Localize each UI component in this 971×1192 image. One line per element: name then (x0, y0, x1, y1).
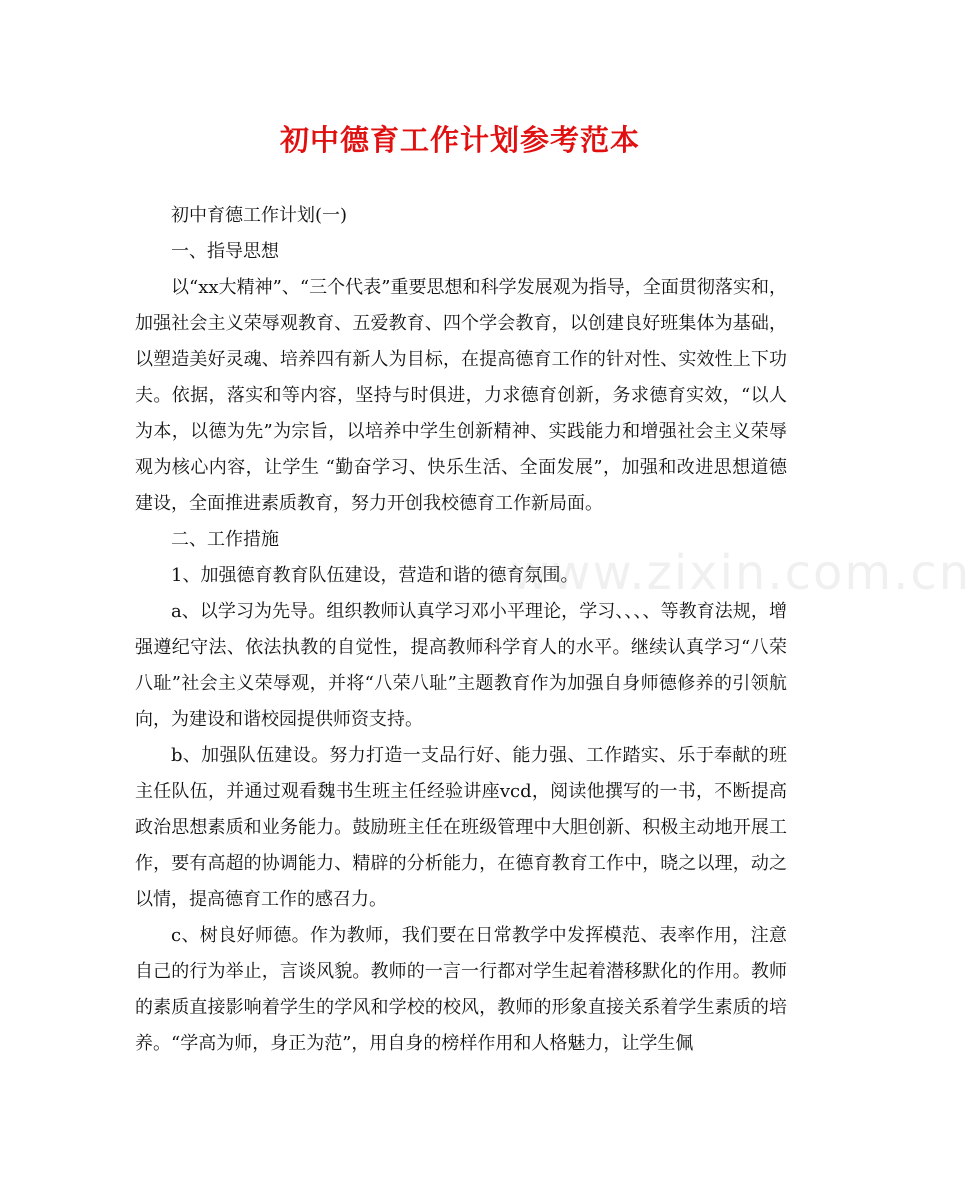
document-body (135, 198, 787, 1062)
document-title: 初中德育工作计划参考范本 (279, 123, 640, 157)
section-heading-guiding-ideology: 一、指导思想 (171, 241, 279, 262)
paragraph-measure-1: 1、加强德育教育队伍建设，营造和谐的德育氛围。 (171, 565, 579, 586)
paragraph-measure-b: b、加强队伍建设。努力打造一支品行好、能力强、工作踏实、乐于奉献的班主任队伍，并通过观看魏书生班主任经验讲座vcd，阅读他撰写的一书，不断提高政治思想素质和业务能力。鼓励班主任在班级管理中大胆创新、积极主动地开展工作，要有高超的协调能力、精辟的分析能力，在德育教育工作中，晓之以理，动之以情，提高德育工作的感召力。 (135, 745, 787, 910)
paragraph-measure-c: c、树良好师德。作为教师，我们要在日常教学中发挥模范、表率作用，注意自己的行为举止，言谈风貌。教师的一言一行都对学生起着潜移默化的作用。教师的素质直接影响着学生的学风和学校的校风，教师的形象直接关系着学生素质的培养。“学高为师，身正为范”，用自身的榜样作用和人格魅力，让学生佩 (135, 925, 787, 1054)
paragraph-guiding-ideology: 以“xx大精神”、“三个代表”重要思想和科学发展观为指导，全面贯彻落实和，加强社会主义荣辱观教育、五爱教育、四个学会教育，以创建良好班集体为基础，以塑造美好灵魂、培养四有新人为目标，在提高德育工作的针对性、实效性上下功夫。依据，落实和等内容，坚持与时俱进，力求德育创新，务求德育实效，“以人为本，以德为先”为宗旨，以培养中学生创新精神、实践能力和增强社会主义荣辱观为核心内容，让学生 “勤奋学习、快乐生活、全面发展”，加强和改进思想道德建设，全面推进素质教育，努力开创我校德育工作新局面。 (135, 277, 787, 514)
section-heading-work-measures: 二、工作措施 (171, 529, 279, 550)
paragraph-measure-a: a、以学习为先导。组织教师认真学习邓小平理论，学习、、、、等教育法规，增强遵纪守法、依法执教的自觉性，提高教师科学育人的水平。继续认真学习“八荣八耻”社会主义荣辱观，并将“八荣八耻”主题教育作为加强自身师德修养的引领航向，为建设和谐校园提供师资支持。 (135, 601, 787, 730)
section-heading-plan: 初中育德工作计划(一) (171, 205, 348, 226)
watermark: www.zixin.com.cn (510, 545, 971, 601)
